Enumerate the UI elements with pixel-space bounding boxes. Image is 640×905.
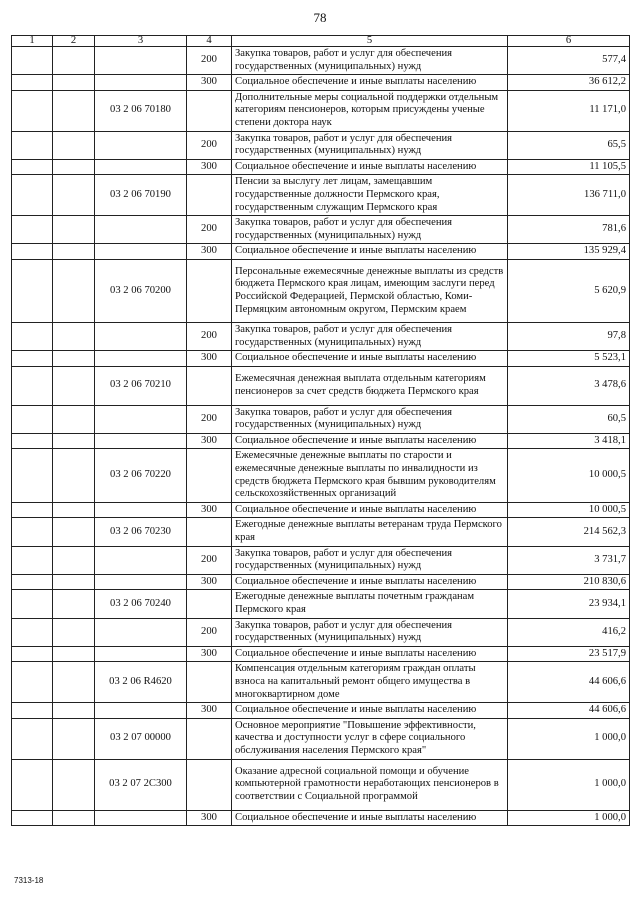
target-article-code: [95, 433, 187, 449]
target-article-code: [95, 618, 187, 646]
target-article-code: [95, 546, 187, 574]
expense-type-code: [187, 662, 232, 703]
amount: 44 606,6: [508, 662, 630, 703]
amount: 97,8: [508, 322, 630, 350]
empty-cell: [53, 703, 95, 719]
empty-cell: [53, 449, 95, 502]
table-row: [12, 703, 630, 719]
document-code: 7313-18: [14, 876, 44, 885]
target-article-code: 03 2 06 70180: [95, 90, 187, 131]
table-row: [12, 574, 630, 590]
empty-cell: [53, 433, 95, 449]
amount: 1 000,0: [508, 718, 630, 759]
empty-cell: [12, 618, 53, 646]
empty-cell: [12, 718, 53, 759]
table-row: [12, 216, 630, 244]
table-row: [12, 244, 630, 260]
amount: 1 000,0: [508, 810, 630, 826]
target-article-code: [95, 502, 187, 518]
target-article-code: [95, 351, 187, 367]
table-row: [12, 351, 630, 367]
empty-cell: [53, 131, 95, 159]
expense-name: Социальное обеспечение и иные выплаты населению: [232, 433, 508, 449]
empty-cell: [12, 90, 53, 131]
target-article-code: [95, 810, 187, 826]
expense-name: Социальное обеспечение и иные выплаты населению: [232, 159, 508, 175]
expense-type-code: [187, 366, 232, 405]
expense-type-code: [187, 518, 232, 546]
expense-name: Ежегодные денежные выплаты почетным гражданам Пермского края: [232, 590, 508, 618]
page-number: 78: [313, 10, 327, 25]
table-row: [12, 175, 630, 216]
empty-cell: [12, 502, 53, 518]
empty-cell: [53, 810, 95, 826]
expense-type-code: 300: [187, 351, 232, 367]
amount: 3 478,6: [508, 366, 630, 405]
expense-name: Закупка товаров, работ и услуг для обеспечения государственных (муниципальных) нужд: [232, 322, 508, 350]
table-row: [12, 75, 630, 91]
expense-name: Социальное обеспечение и иные выплаты населению: [232, 646, 508, 662]
empty-cell: [12, 259, 53, 322]
table-row: [12, 518, 630, 546]
target-article-code: 03 2 06 70240: [95, 590, 187, 618]
expense-type-code: [187, 90, 232, 131]
empty-cell: [12, 175, 53, 216]
expense-type-code: [187, 759, 232, 810]
table-row: [12, 449, 630, 502]
column-header: 6: [508, 36, 630, 47]
table-row: [12, 259, 630, 322]
expense-type-code: 300: [187, 703, 232, 719]
expense-type-code: [187, 449, 232, 502]
amount: 36 612,2: [508, 75, 630, 91]
expense-type-code: [187, 175, 232, 216]
empty-cell: [12, 405, 53, 433]
empty-cell: [53, 574, 95, 590]
amount: 3 418,1: [508, 433, 630, 449]
expense-name: Социальное обеспечение и иные выплаты населению: [232, 244, 508, 260]
target-article-code: [95, 131, 187, 159]
empty-cell: [53, 759, 95, 810]
expense-type-code: 200: [187, 47, 232, 75]
table-row: [12, 662, 630, 703]
table-row: [12, 90, 630, 131]
table-row: [12, 646, 630, 662]
empty-cell: [12, 322, 53, 350]
table-row: [12, 546, 630, 574]
empty-cell: [53, 351, 95, 367]
expense-name: Социальное обеспечение и иные выплаты населению: [232, 703, 508, 719]
empty-cell: [53, 159, 95, 175]
amount: 23 517,9: [508, 646, 630, 662]
table-row: [12, 502, 630, 518]
target-article-code: 03 2 06 70210: [95, 366, 187, 405]
expense-type-code: 200: [187, 216, 232, 244]
expense-type-code: 200: [187, 546, 232, 574]
target-article-code: 03 2 07 2С300: [95, 759, 187, 810]
empty-cell: [12, 518, 53, 546]
expense-type-code: 300: [187, 502, 232, 518]
empty-cell: [12, 574, 53, 590]
amount: 214 562,3: [508, 518, 630, 546]
expense-name: Закупка товаров, работ и услуг для обеспечения государственных (муниципальных) нужд: [232, 618, 508, 646]
expense-name: Социальное обеспечение и иные выплаты населению: [232, 502, 508, 518]
expense-name: Социальное обеспечение и иные выплаты населению: [232, 810, 508, 826]
empty-cell: [12, 546, 53, 574]
table-row: [12, 405, 630, 433]
amount: 65,5: [508, 131, 630, 159]
expense-type-code: [187, 718, 232, 759]
table-row: [12, 590, 630, 618]
amount: 781,6: [508, 216, 630, 244]
expense-name: Персональные ежемесячные денежные выплаты из средств бюджета Пермского края лицам, имеющим заслуги перед Российской Федерацией, Пермской областью, Коми-Пермяцким автономным округом, Пермским краем: [232, 259, 508, 322]
amount: 136 711,0: [508, 175, 630, 216]
empty-cell: [53, 175, 95, 216]
column-header: 3: [95, 36, 187, 47]
empty-cell: [12, 703, 53, 719]
column-header: 1: [12, 36, 53, 47]
expense-name: Пенсии за выслугу лет лицам, замещавшим государственные должности Пермского края, государственным служащим Пермского края: [232, 175, 508, 216]
amount: 3 731,7: [508, 546, 630, 574]
empty-cell: [12, 433, 53, 449]
empty-cell: [12, 449, 53, 502]
expense-name: Ежегодные денежные выплаты ветеранам труда Пермского края: [232, 518, 508, 546]
expense-name: Оказание адресной социальной помощи и обучение компьютерной грамотности неработающих пенсионеров в соответствии с Социальной программой: [232, 759, 508, 810]
expense-type-code: 300: [187, 574, 232, 590]
column-header: 2: [53, 36, 95, 47]
target-article-code: 03 2 07 00000: [95, 718, 187, 759]
budget-table: [11, 35, 630, 826]
empty-cell: [12, 759, 53, 810]
empty-cell: [53, 90, 95, 131]
expense-name: Закупка товаров, работ и услуг для обеспечения государственных (муниципальных) нужд: [232, 405, 508, 433]
amount: 23 934,1: [508, 590, 630, 618]
target-article-code: [95, 405, 187, 433]
empty-cell: [12, 590, 53, 618]
amount: 1 000,0: [508, 759, 630, 810]
target-article-code: [95, 322, 187, 350]
target-article-code: 03 2 06 70200: [95, 259, 187, 322]
empty-cell: [53, 366, 95, 405]
empty-cell: [12, 131, 53, 159]
expense-name: Социальное обеспечение и иные выплаты населению: [232, 574, 508, 590]
amount: 5 523,1: [508, 351, 630, 367]
target-article-code: [95, 216, 187, 244]
amount: 60,5: [508, 405, 630, 433]
target-article-code: 03 2 06 70230: [95, 518, 187, 546]
empty-cell: [53, 546, 95, 574]
target-article-code: [95, 159, 187, 175]
empty-cell: [12, 159, 53, 175]
target-article-code: [95, 646, 187, 662]
empty-cell: [12, 366, 53, 405]
expense-type-code: 200: [187, 618, 232, 646]
empty-cell: [53, 618, 95, 646]
target-article-code: [95, 574, 187, 590]
expense-name: Компенсация отдельным категориям граждан оплаты взноса на капитальный ремонт общего имущества в многоквартирном доме: [232, 662, 508, 703]
expense-name: Закупка товаров, работ и услуг для обеспечения государственных (муниципальных) нужд: [232, 546, 508, 574]
empty-cell: [12, 244, 53, 260]
table-body: [12, 47, 630, 826]
target-article-code: [95, 244, 187, 260]
expense-type-code: 300: [187, 244, 232, 260]
amount: 210 830,6: [508, 574, 630, 590]
expense-name: Социальное обеспечение и иные выплаты населению: [232, 351, 508, 367]
expense-type-code: 200: [187, 131, 232, 159]
expense-name: Ежемесячная денежная выплата отдельным категориям пенсионеров за счет средств бюджета Пермского края: [232, 366, 508, 405]
table-row: [12, 810, 630, 826]
expense-name: Основное мероприятие "Повышение эффективности, качества и доступности услуг в сфере социального обслуживания населения Пермского края": [232, 718, 508, 759]
table-row: [12, 47, 630, 75]
empty-cell: [53, 47, 95, 75]
expense-type-code: [187, 590, 232, 618]
table-row: [12, 322, 630, 350]
expense-name: Социальное обеспечение и иные выплаты населению: [232, 75, 508, 91]
table-row: [12, 433, 630, 449]
expense-type-code: 300: [187, 433, 232, 449]
amount: 416,2: [508, 618, 630, 646]
target-article-code: [95, 703, 187, 719]
target-article-code: [95, 47, 187, 75]
table-row: [12, 759, 630, 810]
empty-cell: [12, 75, 53, 91]
expense-type-code: [187, 259, 232, 322]
empty-cell: [53, 518, 95, 546]
expense-type-code: 300: [187, 646, 232, 662]
empty-cell: [53, 216, 95, 244]
column-header: 5: [232, 36, 508, 47]
amount: 10 000,5: [508, 502, 630, 518]
empty-cell: [53, 502, 95, 518]
empty-cell: [12, 662, 53, 703]
expense-name: Ежемесячные денежные выплаты по старости и ежемесячные денежные выплаты по инвалидности из средств бюджета Пермского края бывшим руководителям сельскохозяйственных организаций: [232, 449, 508, 502]
column-number-row: [12, 36, 630, 47]
expense-type-code: 200: [187, 405, 232, 433]
empty-cell: [53, 662, 95, 703]
amount: 135 929,4: [508, 244, 630, 260]
empty-cell: [53, 322, 95, 350]
table-row: [12, 131, 630, 159]
column-header: 4: [187, 36, 232, 47]
table-row: [12, 718, 630, 759]
expense-type-code: 300: [187, 75, 232, 91]
expense-type-code: 300: [187, 810, 232, 826]
amount: 10 000,5: [508, 449, 630, 502]
expense-name: Закупка товаров, работ и услуг для обеспечения государственных (муниципальных) нужд: [232, 131, 508, 159]
target-article-code: [95, 75, 187, 91]
table-row: [12, 618, 630, 646]
target-article-code: 03 2 06 70220: [95, 449, 187, 502]
empty-cell: [53, 259, 95, 322]
expense-type-code: 200: [187, 322, 232, 350]
expense-name: Дополнительные меры социальной поддержки отдельным категориям пенсионеров, которым присуждены ученые степени доктора наук: [232, 90, 508, 131]
table-row: [12, 159, 630, 175]
amount: 11 105,5: [508, 159, 630, 175]
empty-cell: [12, 646, 53, 662]
empty-cell: [53, 646, 95, 662]
empty-cell: [12, 47, 53, 75]
empty-cell: [12, 810, 53, 826]
expense-type-code: 300: [187, 159, 232, 175]
empty-cell: [12, 216, 53, 244]
table-row: [12, 366, 630, 405]
empty-cell: [53, 244, 95, 260]
empty-cell: [53, 718, 95, 759]
amount: 44 606,6: [508, 703, 630, 719]
amount: 11 171,0: [508, 90, 630, 131]
empty-cell: [12, 351, 53, 367]
expense-name: Закупка товаров, работ и услуг для обеспечения государственных (муниципальных) нужд: [232, 47, 508, 75]
target-article-code: 03 2 06 R4620: [95, 662, 187, 703]
expense-name: Закупка товаров, работ и услуг для обеспечения государственных (муниципальных) нужд: [232, 216, 508, 244]
amount: 577,4: [508, 47, 630, 75]
amount: 5 620,9: [508, 259, 630, 322]
empty-cell: [53, 75, 95, 91]
target-article-code: 03 2 06 70190: [95, 175, 187, 216]
empty-cell: [53, 590, 95, 618]
empty-cell: [53, 405, 95, 433]
